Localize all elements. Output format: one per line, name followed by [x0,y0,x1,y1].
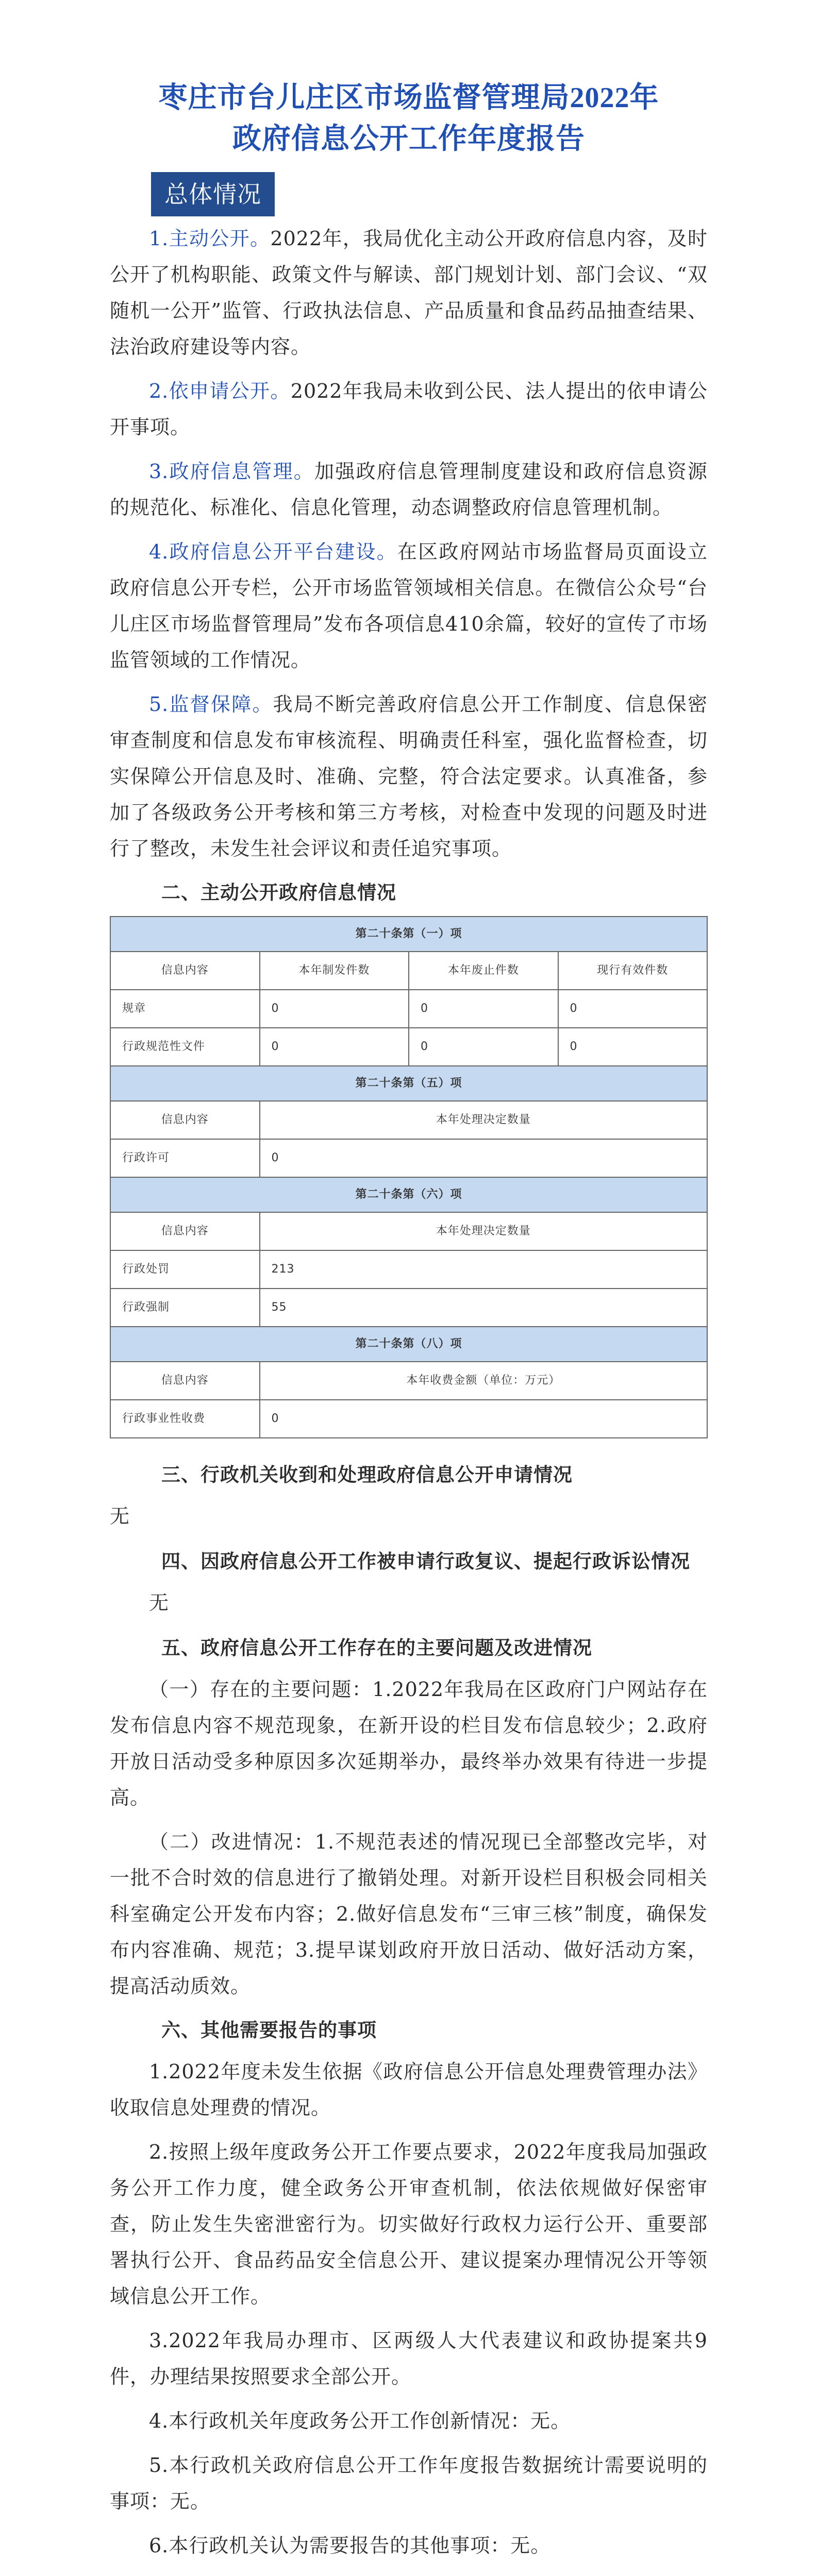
table-header-cell: 本年制发件数 [260,952,409,990]
overview-item-text: 2022年，我局优化主动公开政府信息内容，及时公开了机构职能、政策文件与解读、部门规划计划、部门会议、“双随机一公开”监管、行政执法信息、产品质量和食品药品抽查结果、法治政府建设等内容。 [110,227,708,358]
table-cell: 0 [260,1028,409,1066]
overview-item-4 [110,534,708,678]
overview-item-text: 我局不断完善政府信息公开工作制度、信息保密审查制度和信息发布审核流程、明确责任科室，强化监督检查，切实保障公开信息及时、准确、完整，符合法定要求。认真准备，参加了各级政务公开考核和第三方考核，对检查中发现的问题及时进行了整改，未发生社会评议和责任追究事项。 [110,693,708,860]
section-4-heading: 四、因政府信息公开工作被申请行政复议、提起行政诉讼情况 [161,1550,690,1572]
table-cell: 213 [260,1250,708,1289]
section-5-problems: （一）存在的主要问题：1.2022年我局在区政府门户网站存在发布信息内容不规范现象，在新开设的栏目发布信息较少；2.政府开放日活动受多种原因多次延期举办，最终举办效果有待进一步提高。 [110,1678,708,1809]
table-cell: 0 [260,1400,708,1438]
table-section-title: 第二十条第（五）项 [110,1066,707,1101]
overview-item-lead: 2.依申请公开。 [149,380,291,402]
overview-item-text: 在区政府网站市场监督局页面设立政府信息公开专栏，公开市场监管领域相关信息。在微信公众号“台儿庄区市场监督管理局”发布各项信息410余篇，较好的宣传了市场监管领域的工作情况。 [110,540,708,671]
table-header-row [110,952,707,990]
report-content [110,77,708,2576]
table-section-row [110,1327,707,1362]
section-6-heading: 六、其他需要报告的事项 [161,2019,377,2041]
table-section-row [110,1066,707,1101]
overview-item-2 [110,373,708,445]
table-header-row [110,1212,707,1250]
table-row [110,1289,707,1327]
table-cell: 行政处罚 [110,1250,260,1289]
table-cell: 规章 [110,990,260,1028]
section-6-item: 4.本行政机关年度政务公开工作创新情况：无。 [149,2410,571,2432]
table-header-cell: 信息内容 [110,1101,260,1139]
table-header-row [110,1101,707,1139]
section-5-heading: 五、政府信息公开工作存在的主要问题及改进情况 [161,1637,592,1659]
overview-item-lead: 4.政府信息公开平台建设。 [149,540,397,563]
title-line-2: 政府信息公开工作年度报告 [232,123,585,155]
title-line-1: 枣庄市台儿庄区市场监督管理局2022年 [158,82,659,114]
table-row [110,1028,707,1066]
table-row [110,1400,707,1438]
overview-item-1 [110,221,708,365]
table-header-cell: 本年废止件数 [409,952,558,990]
section-3-heading: 三、行政机关收到和处理政府信息公开申请情况 [161,1464,573,1486]
overview-item-5 [110,686,708,867]
table-row [110,1139,707,1177]
table-header-cell: 本年收费金额（单位：万元） [260,1362,708,1400]
active-disclosure-table [110,916,708,1438]
table-section-row [110,917,707,952]
overview-banner: 总体情况 [151,172,275,216]
table-section-row [110,1177,707,1212]
section-6-item: 5.本行政机关政府信息公开工作年度报告数据统计需要说明的事项：无。 [110,2454,708,2513]
table-section-title: 第二十条第（一）项 [110,917,707,952]
table-cell: 0 [260,990,409,1028]
section-6-item: 2.按照上级年度政务公开工作要点要求，2022年度我局加强政务公开工作力度，健全政务公开审查机制，依法依规做好保密审查，防止发生失密泄密行为。切实做好行政权力运行公开、重要部署执行公开、食品药品安全信息公开、建议提案办理情况公开等领域信息公开工作。 [110,2141,708,2308]
overview-item-text: 2022年我局未收到公民、法人提出的依申请公开事项。 [110,380,708,438]
overview-item-lead: 3.政府信息管理。 [149,460,315,483]
table-cell: 55 [260,1289,708,1327]
table-header-cell: 现行有效件数 [558,952,708,990]
table-cell: 行政强制 [110,1289,260,1327]
section-3-text: 无 [110,1505,130,1528]
table-cell: 0 [558,1028,708,1066]
table-row [110,990,707,1028]
section-4-text: 无 [149,1591,170,1614]
table-section-title: 第二十条第（八）项 [110,1327,707,1362]
section-6-item: 1.2022年度未发生依据《政府信息公开信息处理费管理办法》收取信息处理费的情况。 [110,2060,708,2119]
table-cell: 行政许可 [110,1139,260,1177]
table-cell: 行政事业性收费 [110,1400,260,1438]
section-2-heading: 二、主动公开政府信息情况 [161,882,396,904]
table-header-cell: 本年处理决定数量 [260,1101,708,1139]
table-header-cell: 信息内容 [110,1212,260,1250]
overview-item-text: 加强政府信息管理制度建设和政府信息资源的规范化、标准化、信息化管理，动态调整政府信息管理机制。 [110,460,708,519]
overview-item-lead: 5.监督保障。 [149,693,273,716]
table-header-cell: 信息内容 [110,952,260,990]
overview-item-3 [110,453,708,526]
table-cell: 0 [409,990,558,1028]
table-header-cell: 信息内容 [110,1362,260,1400]
section-5-improvements: （二）改进情况：1.不规范表述的情况现已全部整改完毕，对一批不合时效的信息进行了撤销处理。对新开设栏目积极会同相关科室确定公开发布内容；2.做好信息发布“三审三核”制度，确保发布内容准确、规范；3.提早谋划政府开放日活动、做好活动方案，提高活动质效。 [110,1831,708,1997]
overview-item-lead: 1.主动公开。 [149,227,271,250]
table-cell: 行政规范性文件 [110,1028,260,1066]
table-header-cell: 本年处理决定数量 [260,1212,708,1250]
table-cell: 0 [558,990,708,1028]
section-6-item: 3.2022年我局办理市、区两级人大代表建议和政协提案共9件，办理结果按照要求全部公开。 [110,2329,708,2388]
table-cell: 0 [409,1028,558,1066]
table-section-title: 第二十条第（六）项 [110,1177,707,1212]
table-row [110,1250,707,1289]
section-6-item: 6.本行政机关认为需要报告的其他事项：无。 [149,2534,551,2557]
table-cell: 0 [260,1139,708,1177]
table-header-row [110,1362,707,1400]
section-6-item [110,2572,708,2576]
report-title [110,77,708,160]
